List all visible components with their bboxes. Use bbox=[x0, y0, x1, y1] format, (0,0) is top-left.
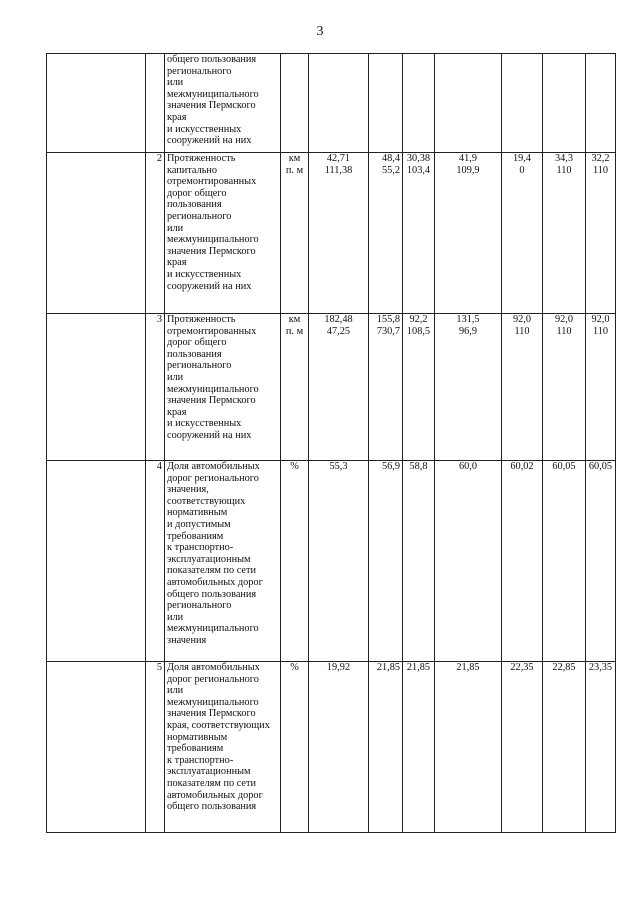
table-row bbox=[47, 662, 616, 833]
value-cell bbox=[403, 54, 435, 153]
row-number: 2 bbox=[146, 153, 165, 314]
program-cell bbox=[47, 54, 146, 153]
value-cell bbox=[435, 54, 502, 153]
program-cell bbox=[47, 314, 146, 461]
value-cell: 32,2 110 bbox=[586, 153, 616, 314]
value-cell: 92,0 110 bbox=[502, 314, 543, 461]
value-cell: 22,35 bbox=[502, 662, 543, 833]
value-cell: 30,38 103,4 bbox=[403, 153, 435, 314]
value-cell: 21,85 bbox=[369, 662, 403, 833]
value-cell: 60,0 bbox=[435, 461, 502, 662]
row-number bbox=[146, 54, 165, 153]
row-number: 4 bbox=[146, 461, 165, 662]
page-number: 3 bbox=[316, 24, 324, 39]
value-cell: 19,92 bbox=[309, 662, 369, 833]
indicator-name: Доля автомобильных дорог регионального или межмуниципального значения Пермского края, соответствующих нормативным требованиям к транспортно- эксплуатационным показателям по сети автомобильных дорог общего пользования bbox=[165, 662, 281, 833]
value-cell: 182,48 47,25 bbox=[309, 314, 369, 461]
value-cell: 23,35 bbox=[586, 662, 616, 833]
value-cell: 42,71 111,38 bbox=[309, 153, 369, 314]
value-cell: 60,05 bbox=[543, 461, 586, 662]
value-cell: 60,05 bbox=[586, 461, 616, 662]
indicator-name: общего пользования регионального или межмуниципального значения Пермского края и искусственных сооружений на них bbox=[165, 54, 281, 153]
value-cell: 56,9 bbox=[369, 461, 403, 662]
value-cell: 22,85 bbox=[543, 662, 586, 833]
table-row bbox=[47, 461, 616, 662]
value-cell: 48,4 55,2 bbox=[369, 153, 403, 314]
value-cell: 55,3 bbox=[309, 461, 369, 662]
value-cell bbox=[309, 54, 369, 153]
unit-cell bbox=[281, 54, 309, 153]
value-cell: 21,85 bbox=[435, 662, 502, 833]
value-cell: 19,4 0 bbox=[502, 153, 543, 314]
value-cell bbox=[543, 54, 586, 153]
program-cell bbox=[47, 662, 146, 833]
indicator-name: Протяженность отремонтированных дорог общего пользования регионального или межмуниципального значения Пермского края и искусственных сооружений на них bbox=[165, 314, 281, 461]
program-cell bbox=[47, 153, 146, 314]
value-cell: 34,3 110 bbox=[543, 153, 586, 314]
unit-cell: % bbox=[281, 461, 309, 662]
row-number: 3 bbox=[146, 314, 165, 461]
indicator-name: Доля автомобильных дорог регионального значения, соответствующих нормативным и допустимым требованиям к транспортно- эксплуатационным показателям по сети автомобильных дорог общего пользования регионального или межмуниципального значения bbox=[165, 461, 281, 662]
table-row bbox=[47, 314, 616, 461]
program-cell bbox=[47, 461, 146, 662]
value-cell bbox=[502, 54, 543, 153]
unit-cell: км п. м bbox=[281, 153, 309, 314]
value-cell bbox=[586, 54, 616, 153]
value-cell: 92,0 110 bbox=[543, 314, 586, 461]
row-number: 5 bbox=[146, 662, 165, 833]
indicator-name: Протяженность капитально отремонтированных дорог общего пользования регионального или межмуниципального значения Пермского края и искусственных сооружений на них bbox=[165, 153, 281, 314]
table-row bbox=[47, 54, 616, 153]
value-cell: 155,8 730,7 bbox=[369, 314, 403, 461]
value-cell: 92,2 108,5 bbox=[403, 314, 435, 461]
value-cell: 58,8 bbox=[403, 461, 435, 662]
value-cell: 21,85 bbox=[403, 662, 435, 833]
unit-cell: % bbox=[281, 662, 309, 833]
value-cell: 41,9 109,9 bbox=[435, 153, 502, 314]
table-row bbox=[47, 153, 616, 314]
value-cell: 92,0 110 bbox=[586, 314, 616, 461]
value-cell bbox=[369, 54, 403, 153]
indicators-table bbox=[46, 53, 616, 833]
unit-cell: км п. м bbox=[281, 314, 309, 461]
value-cell: 131,5 96,9 bbox=[435, 314, 502, 461]
value-cell: 60,02 bbox=[502, 461, 543, 662]
